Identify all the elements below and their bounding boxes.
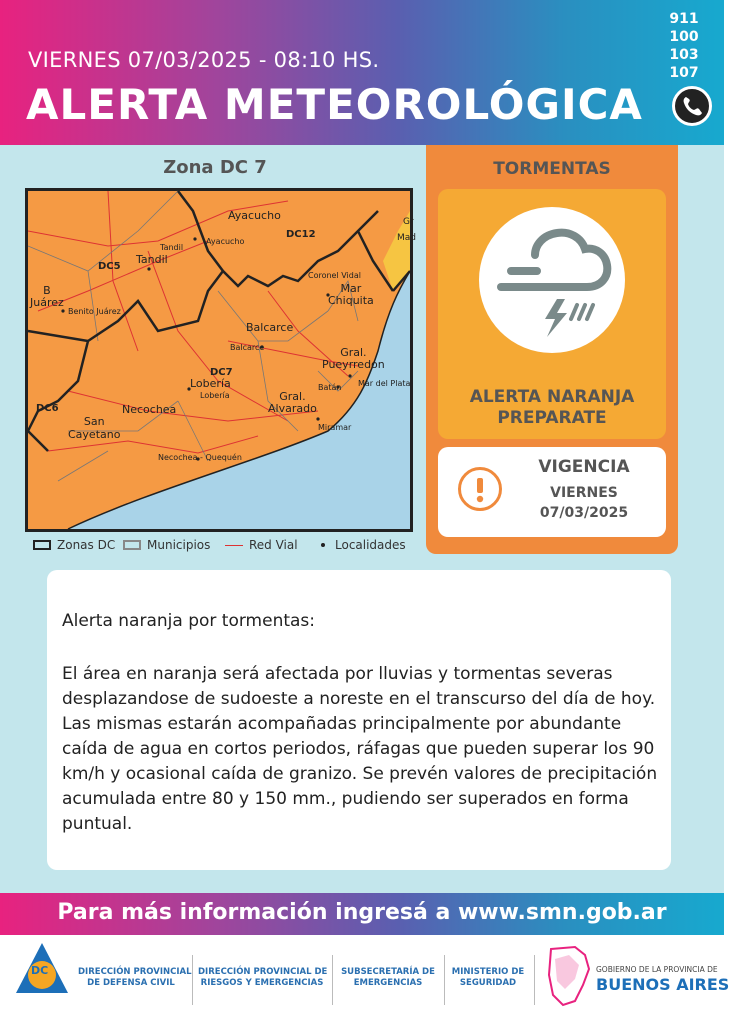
- map-label: Gr: [403, 217, 414, 227]
- description-heading: Alerta naranja por tormentas:: [62, 611, 316, 631]
- validity-day: VIERNES: [550, 485, 618, 501]
- locality-dot-icon: [321, 543, 325, 547]
- map-label-zone: DC5: [98, 261, 121, 272]
- dc-badge: DC: [31, 964, 49, 977]
- phone-number[interactable]: 100: [669, 29, 699, 45]
- map-label: Necochea - Quequén: [158, 453, 242, 462]
- municipality-swatch-icon: [123, 540, 141, 550]
- org-ministerio: MINISTERIO DE SEGURIDAD: [451, 967, 525, 988]
- map-label-zone: DC6: [36, 403, 59, 414]
- map-label-zone: DC12: [286, 229, 316, 240]
- map-label: Mad: [397, 233, 416, 243]
- map-label: Batán: [318, 383, 342, 392]
- alert-level-text: ALERTA NARANJA PREPARATE: [469, 387, 635, 428]
- map-label: Coronel Vidal: [308, 271, 361, 280]
- phone-number[interactable]: 107: [669, 65, 699, 81]
- divider: [534, 955, 535, 1005]
- map-label: Miramar: [318, 423, 352, 432]
- legend-label: Localidades: [335, 538, 406, 552]
- alert-datetime: VIERNES 07/03/2025 - 08:10 HS.: [28, 48, 380, 72]
- emergency-phones: [662, 10, 706, 82]
- legend-item-municipalities: [123, 538, 210, 552]
- info-band: [0, 893, 724, 935]
- legend-label: Red Vial: [249, 538, 298, 552]
- alert-level-box: [438, 189, 666, 439]
- map-label: Benito Juárez: [68, 307, 121, 316]
- gov-label: GOBIERNO DE LA PROVINCIA DE: [596, 965, 718, 974]
- info-link[interactable]: Para más información ingresá a www.smn.gob.ar: [57, 900, 667, 925]
- map-label: Gral. Pueyrredon: [322, 346, 385, 371]
- legend-label: Zonas DC: [57, 538, 116, 552]
- validity-box: [438, 447, 666, 537]
- hazard-type: TORMENTAS: [493, 159, 611, 179]
- map-label: Mar Chiquita: [328, 282, 374, 307]
- divider: [332, 955, 333, 1005]
- map-label: Tandil: [160, 243, 184, 252]
- map-label: Ayacucho: [206, 237, 245, 246]
- map-label: Mar del Plata: [358, 379, 411, 388]
- storm-cloud-icon: [479, 207, 625, 353]
- org-subsecretaria: SUBSECRETARÍA DE EMERGENCIAS: [341, 967, 435, 988]
- zone-swatch-icon: [33, 540, 51, 550]
- legend-item-localities: [317, 538, 406, 552]
- legend-label: Municipios: [147, 538, 211, 552]
- phone-icon: [672, 86, 712, 126]
- alert-map[interactable]: [25, 188, 416, 532]
- page-title: ALERTA METEOROLÓGICA: [26, 80, 643, 129]
- validity-title: VIGENCIA: [538, 457, 630, 477]
- divider: [444, 955, 445, 1005]
- phone-number[interactable]: 911: [669, 11, 699, 27]
- legend-item-roads: [225, 538, 298, 552]
- org-riesgos: DIRECCIÓN PROVINCIAL DE RIESGOS Y EMERGENCIAS: [198, 967, 328, 988]
- map-label: Balcarce: [230, 343, 265, 352]
- description-box: [47, 570, 671, 870]
- road-swatch-icon: [225, 545, 243, 546]
- validity-date: 07/03/2025: [539, 505, 629, 521]
- zone-title: Zona DC 7: [163, 157, 267, 178]
- legend-item-zones: [33, 538, 115, 552]
- warning-icon: [458, 467, 502, 511]
- phone-number[interactable]: 103: [669, 47, 699, 63]
- map-label: San Cayetano: [68, 415, 121, 441]
- map-label: B Juárez: [30, 284, 64, 309]
- map-legend: [33, 538, 413, 556]
- org-defensa-civil: DIRECCIÓN PROVINCIAL DE DEFENSA CIVIL: [78, 967, 192, 988]
- map-label: Necochea: [122, 403, 177, 416]
- description-text: El área en naranja será afectada por lluvias y tormentas severas desplazandose de sudoeste a noreste en el transcurso del día de hoy. Las mismas estarán acompañadas principalmente por abundante caída de agua en cortos periodos, ráfagas que pueden superar los 90 km/h y ocasional caída de granizo. Se prevén valores de precipitación acumulada entre 80 y 150 mm., pudiendo ser superados en forma puntual.: [62, 664, 658, 834]
- alert-panel: [426, 145, 678, 554]
- divider: [192, 955, 193, 1005]
- map-label-zone: DC7: [210, 367, 233, 378]
- map-label: Balcarce: [246, 321, 294, 334]
- map-label: Lobería: [200, 391, 230, 400]
- header-banner: [0, 0, 724, 145]
- map-label: Ayacucho: [228, 209, 281, 222]
- map-label: Tandil: [136, 253, 168, 266]
- gov-name: BUENOS AIRES: [596, 975, 729, 994]
- map-label: Gral. Alvarado: [268, 390, 317, 415]
- footer: [0, 935, 729, 1024]
- buenos-aires-map-icon: [545, 945, 591, 1007]
- map-label: Lobería: [190, 377, 231, 390]
